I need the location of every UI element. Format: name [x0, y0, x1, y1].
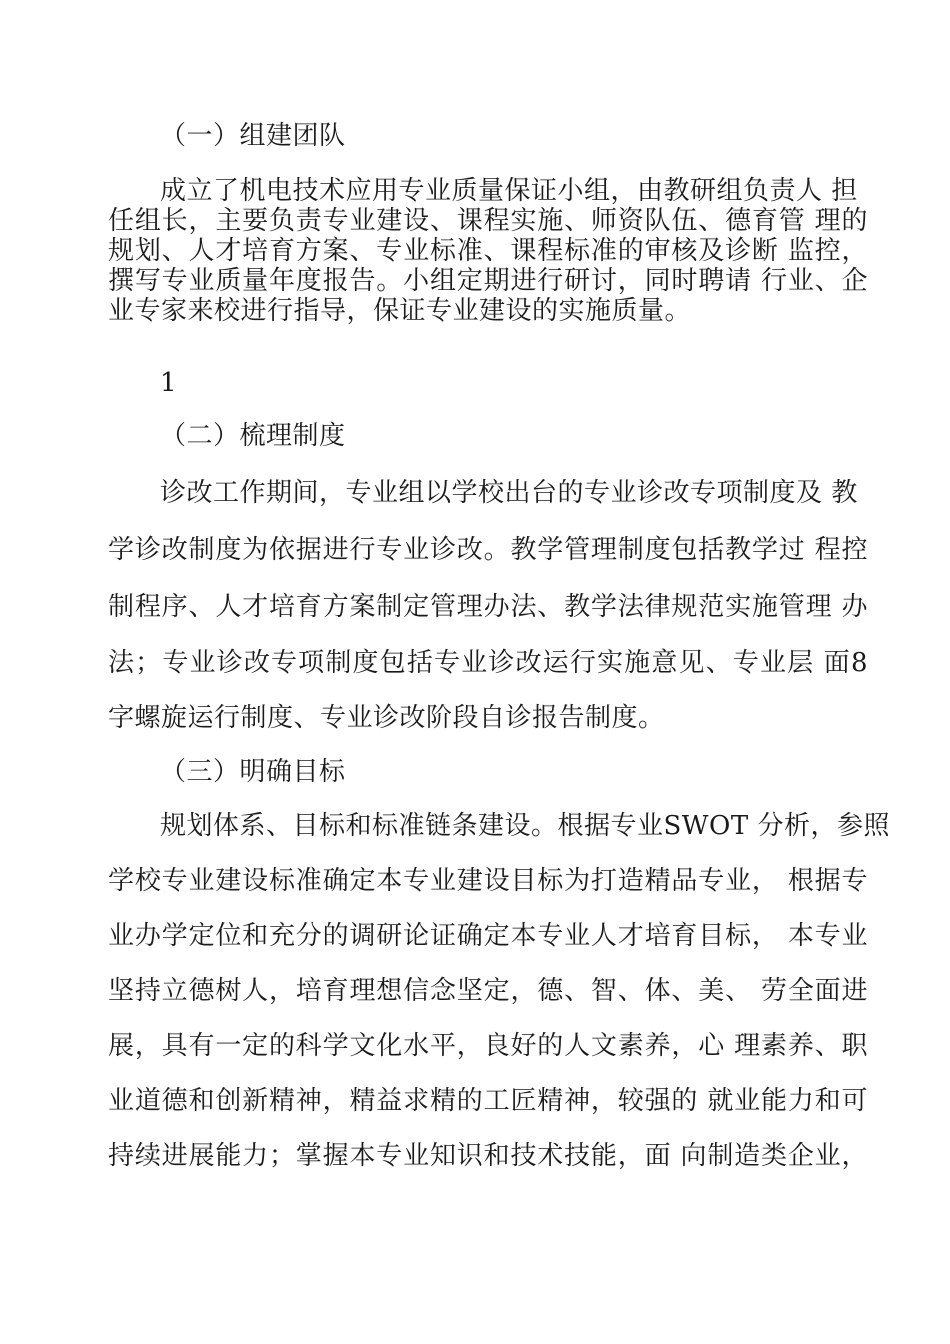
paragraph-line: 制程序、人才培育方案制定管理办法、教学法律规范实施管理 办 — [108, 592, 868, 622]
paragraph-line: 持续进展能力；掌握本专业知识和技术技能，面 向制造类企业， — [108, 1141, 868, 1171]
paragraph-line: 撰写专业质量年度报告。小组定期进行研讨，同时聘请 行业、企 — [108, 266, 868, 296]
paragraph-line: 法；专业诊改专项制度包括专业诊改运行实施意见、专业层 面8 — [108, 648, 868, 678]
paragraph-line: 坚持立德树人，培育理想信念坚定，德、智、体、美、 劳全面进 — [108, 976, 868, 1006]
paragraph-line: 业道德和创新精神，精益求精的工匠精神，较强的 就业能力和可 — [108, 1086, 868, 1116]
paragraph-line: 字螺旋运行制度、专业诊改阶段自诊报告制度。 — [108, 703, 665, 733]
paragraph-line: 任组长，主要负责专业建设、课程实施、师资队伍、德育管 理的 — [108, 206, 868, 236]
paragraph-line: 规划体系、目标和标准链条建设。根据专业SWOT 分析，参照 — [160, 811, 890, 841]
paragraph-line: 学诊改制度为依据进行专业诊改。教学管理制度包括教学过 程控 — [108, 535, 868, 565]
section-heading-2: （二）梳理制度 — [160, 421, 346, 451]
paragraph-line: 学校专业建设标准确定本专业建设目标为打造精品专业， 根据专 — [108, 866, 868, 896]
section-heading-1: （一）组建团队 — [160, 121, 346, 151]
paragraph-line: 业办学定位和充分的调研论证确定本专业人才培育目标， 本专业 — [108, 921, 868, 951]
paragraph-line: 诊改工作期间，专业组以学校出台的专业诊改专项制度及 教 — [160, 478, 858, 508]
paragraph-line: 业专家来校进行指导，保证专业建设的实施质量。 — [108, 296, 692, 326]
paragraph-line: 成立了机电技术应用专业质量保证小组，由教研组负责人 担 — [160, 176, 858, 206]
paragraph-line: 规划、人才培育方案、专业标准、课程标准的审核及诊断 监控， — [108, 236, 868, 266]
paragraph-line: 展，具有一定的科学文化水平，良好的人文素养，心 理素养、职 — [108, 1031, 868, 1061]
section-heading-3: （三）明确目标 — [160, 757, 346, 787]
page-number: 1 — [160, 368, 177, 398]
